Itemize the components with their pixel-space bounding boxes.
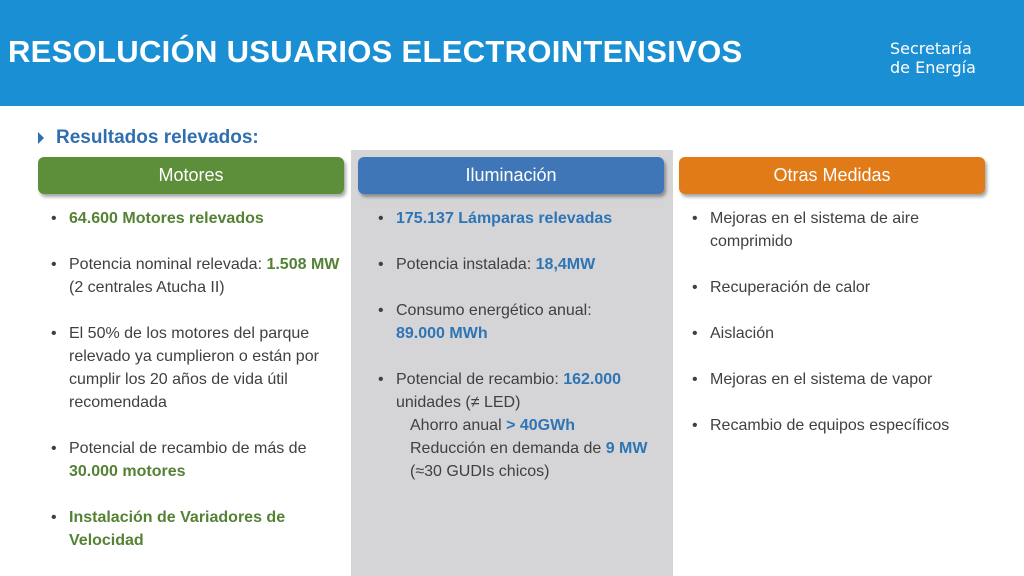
otras-medidas-list: [686, 207, 986, 460]
brand-line-2: de Energía: [890, 58, 976, 77]
page-title: RESOLUCIÓN USUARIOS ELECTROINTENSIVOS: [8, 34, 743, 69]
brand-line-1: Secretaría: [890, 39, 972, 58]
header-bar: [0, 0, 1024, 106]
list-item: • Recuperación de calor: [686, 276, 986, 299]
list-item: • Potencia nominal relevada: 1.508 MW (2 centrales Atucha II): [45, 253, 345, 299]
list-item: • Potencial de recambio de más de 30.000 motores: [45, 437, 345, 483]
list-item: • Mejoras en el sistema de vapor: [686, 368, 986, 391]
iluminacion-list: [372, 207, 662, 506]
section-heading-text: Resultados relevados:: [56, 127, 259, 148]
list-item: • Consumo energético anual: 89.000 MWh: [372, 299, 662, 345]
list-item: • 175.137 Lámparas relevadas: [372, 207, 662, 230]
section-heading: [38, 127, 259, 149]
list-item: • 64.600 Motores relevados: [45, 207, 345, 230]
motores-list: [45, 207, 345, 575]
list-item: • El 50% de los motores del parque relevado ya cumplieron o están por cumplir los 20 años de vida útil recomendada: [45, 322, 345, 414]
list-item: • Instalación de Variadores de Velocidad: [45, 506, 345, 552]
list-item: • Aislación: [686, 322, 986, 345]
otras-medidas-header: Otras Medidas: [679, 157, 985, 194]
brand-logo: [890, 39, 976, 77]
list-item: • Potencial de recambio: 162.000 unidades (≠ LED) Ahorro anual > 40GWh Reducción en demanda de 9 MW (≈30 GUDIs chicos): [372, 368, 662, 483]
motores-header: Motores: [38, 157, 344, 194]
list-item: • Mejoras en el sistema de aire comprimido: [686, 207, 986, 253]
triangle-bullet-icon: [38, 132, 44, 144]
list-item: • Potencia instalada: 18,4MW: [372, 253, 662, 276]
iluminacion-header: Iluminación: [358, 157, 664, 194]
sub-line: Ahorro anual > 40GWh: [410, 417, 575, 434]
list-item: • Recambio de equipos específicos: [686, 414, 986, 437]
sub-line: Reducción en demanda de 9 MW (≈30 GUDIs chicos): [410, 440, 648, 480]
